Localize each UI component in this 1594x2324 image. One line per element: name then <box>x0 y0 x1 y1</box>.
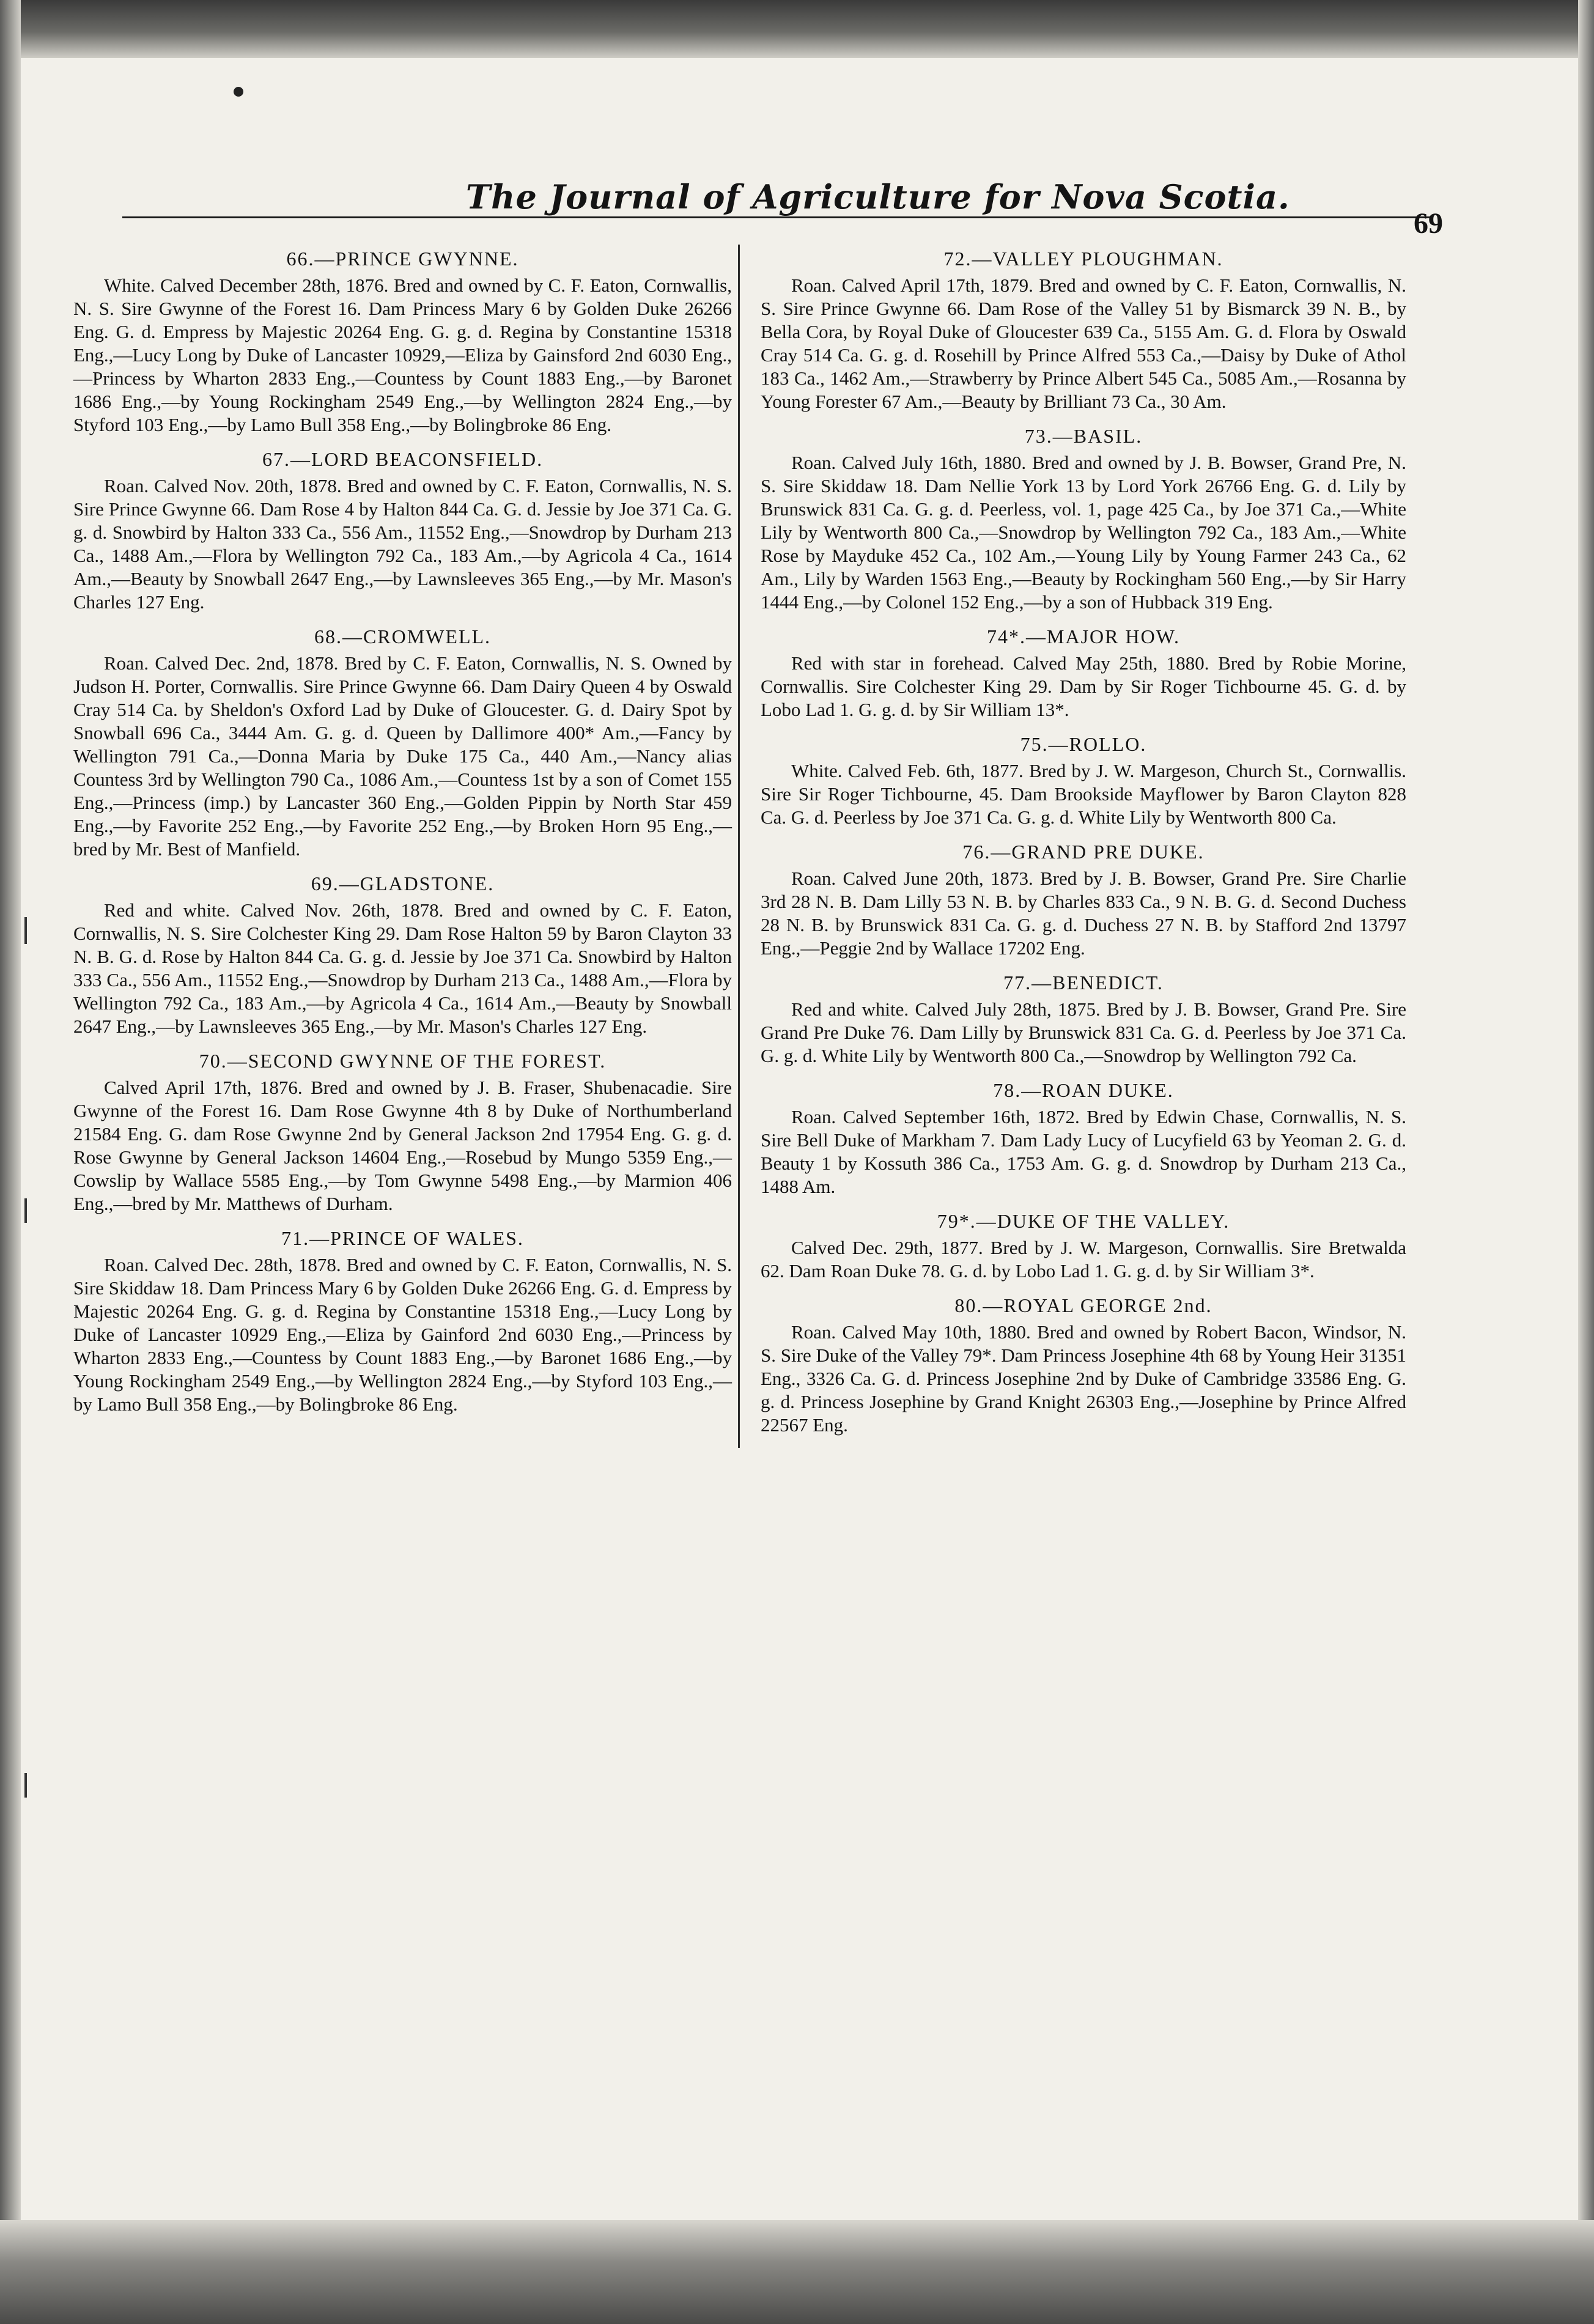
pedigree-entry <box>761 1209 1406 1283</box>
pedigree-entry <box>761 732 1406 829</box>
entry-body: Roan. Calved Dec. 28th, 1878. Bred and owned by C. F. Eaton, Cornwallis, N. S. Sire Skiddaw 18. Dam Princess Mary 6 by Golden Duke 26266 Eng. G. d. Empress by Majestic 20264 Eng. G. g. d. Regina by Constantine 15318 Eng.,—Lucy Long by Duke of Lancaster 10929 Eng.,—Eliza by Gainford 2nd 6030 Eng.,—Princess by Wharton 2833 Eng.,—Countess by Count 1883 Eng.,—by Baronet 1686 Eng.,—by Young Rockingham 2549 Eng.,—by Wellington 2824 Eng.,—by Styford 103 Eng.,—by Lamo Bull 358 Eng.,—by Bolingbroke 86 Eng. <box>73 1254 732 1415</box>
journal-title: The Journal of Agriculture for Nova Scotia. <box>459 177 1297 216</box>
pedigree-entry <box>73 1049 732 1215</box>
entry-title: 78.—ROAN DUKE. <box>993 1079 1174 1101</box>
header-rule <box>122 216 1431 218</box>
entry-title: 72.—VALLEY PLOUGHMAN. <box>943 248 1223 270</box>
entry-title: 69.—GLADSTONE. <box>311 872 495 895</box>
pedigree-entry <box>761 971 1406 1068</box>
entry-body: Red and white. Calved July 28th, 1875. Bred by J. B. Bowser, Grand Pre. Sire Grand Pre Duke 76. Dam Lilly by Brunswick 831 Ca. G. d. Peerless by Joe 371 Ca. G. g. d. White Lily by Wentworth 800 Ca.,—Snowdrop by Wellington 792 Ca. <box>761 998 1406 1066</box>
entry-body: White. Calved December 28th, 1876. Bred and owned by C. F. Eaton, Cornwallis, N. S. Sire Gwynne of the Forest 16. Dam Princess Mary 6 by Golden Duke 26266 Eng. G. d. Empress by Majestic 20264 Eng. G. g. d. Regina by Constantine 15318 Eng.,—Lucy Long by Duke of Lancaster 10929,—Eliza by Gainsford 2nd 6030 Eng.,—Princess by Wharton 2833 Eng.,—Countess by Count 1883 Eng.,—by Baronet 1686 Eng.,—by Young Rockingham 2549 Eng.,—by Wellington 2824 Eng.,—by Styford 103 Eng.,—by Lamo Bull 358 Eng.,—by Bolingbroke 86 Eng. <box>73 275 732 435</box>
entry-title: 77.—BENEDICT. <box>1003 972 1164 994</box>
entry-body: White. Calved Feb. 6th, 1877. Bred by J. W. Margeson, Church St., Cornwallis. Sire Sir Roger Tichbourne, 45. Dam Brookside Mayflower by Baron Clayton 828 Ca. G. d. Peerless by Joe 371 Ca. G. g. d. White Lily by Wentworth 800 Ca. <box>761 760 1406 828</box>
page-header <box>67 177 1443 240</box>
pedigree-entry <box>73 872 732 1038</box>
entry-title: 70.—SECOND GWYNNE OF THE FOREST. <box>199 1050 607 1072</box>
entry-body: Red and white. Calved Nov. 26th, 1878. Bred and owned by C. F. Eaton, Cornwallis, N. S. Sire Colchester King 29. Dam Rose Halton 59 by Baron Clayton 33 N. B. G. d. Rose by Halton 844 Ca. G. g. d. Jessie by Joe 371 Ca. Snowbird by Halton 333 Ca., 556 Am., 11552 Eng.,—Snowdrop by Durham 213 Ca., 1488 Am.,—Flora by Wellington 792 Ca., 183 Am.,—by Agricola 4 Ca., 1614 Am.,—Beauty by Snowball 2647 Eng.,—by Lawnsleeves 365 Eng.,—by Mr. Mason's Charles 127 Eng. <box>73 899 732 1037</box>
pedigree-entry <box>73 1227 732 1416</box>
entry-body: Roan. Calved June 20th, 1873. Bred by J. B. Bowser, Grand Pre. Sire Charlie 3rd 28 N. B. Dam Lilly 53 N. B. by Charles 833 Ca., 9 N. B. G. d. Second Duchess 28 N. B. by Brunswick 831 Ca. G. g. d. Duchess 27 N. B. by Stafford 2nd 13797 Eng.,—Peggie 2nd by Wallace 17202 Eng. <box>761 868 1406 959</box>
entry-title: 76.—GRAND PRE DUKE. <box>962 841 1205 863</box>
entry-body: Roan. Calved September 16th, 1872. Bred by Edwin Chase, Cornwallis, N. S. Sire Bell Duke of Markham 7. Dam Lady Lucy of Lucyfield 63 by Yeoman 2. G. d. Beauty 1 by Kossuth 386 Ca., 1753 Am. G. g. d. Snowdrop by Durham 213 Ca., 1488 Am. <box>761 1106 1406 1197</box>
pedigree-entry <box>73 247 732 437</box>
left-column <box>67 245 740 1448</box>
entry-body: Roan. Calved Nov. 20th, 1878. Bred and owned by C. F. Eaton, Cornwallis, N. S. Sire Prince Gwynne 66. Dam Rose 4 by Halton 844 Ca. G. d. Jessie by Joe 371 Ca. G. g. d. Snowbird by Halton 333 Ca., 556 Am., 11552 Eng.,—Snowdrop by Durham 213 Ca., 1488 Am.,—Flora by Wellington 792 Ca., 183 Am.,—by Agricola 4 Ca., 1614 Am.,—Beauty by Snowball 2647 Eng.,—by Lawnsleeves 365 Eng.,—by Mr. Mason's Charles 127 Eng. <box>73 475 732 613</box>
pedigree-entry <box>761 625 1406 721</box>
entry-title: 66.—PRINCE GWYNNE. <box>286 248 519 270</box>
page-number: 69 <box>1414 207 1443 240</box>
left-gutter-mark <box>24 1773 27 1798</box>
entry-body: Roan. Calved Dec. 2nd, 1878. Bred by C. F. Eaton, Cornwallis, N. S. Owned by Judson H. Porter, Cornwallis. Sire Prince Gwynne 66. Dam Dairy Queen 4 by Oswald Cray 514 Ca. by Sheldon's Oxford Lad by Duke of Gloucester. G. d. Dairy Spot by Snowball 696 Ca., 3444 Am. G. g. d. Queen by Dallimore 400* Am.,—Fancy by Wellington 791 Ca.,—Donna Maria by Duke 175 Ca., 440 Am.,—Nancy alias Countess 3rd by Wellington 790 Ca., 1086 Am.,—Countess 1st by a son of Comet 155 Eng.,—Princess (imp.) by Lancaster 360 Eng.,—Golden Pippin by North Star 459 Eng.,—by Favorite 252 Eng.,—by Favorite 252 Eng.,—by Broken Horn 95 Eng.,—bred by Mr. Best of Manfield. <box>73 652 732 860</box>
ink-speck <box>234 87 243 97</box>
entry-body: Roan. Calved May 10th, 1880. Bred and owned by Robert Bacon, Windsor, N. S. Sire Duke of the Valley 79*. Dam Princess Josephine 4th 68 by Young Heir 31351 Eng., 3326 Ca. G. d. Princess Josephine 2nd by Duke of Cambridge 33586 Eng. G. g. d. Princess Josephine by Grand Knight 26303 Eng.,—Josephine by Prince Alfred 22567 Eng. <box>761 1321 1406 1436</box>
pedigree-entry <box>761 247 1406 413</box>
scan-border-bottom <box>0 2220 1594 2324</box>
entry-title: 75.—ROLLO. <box>1020 733 1147 755</box>
scan-border-right <box>1578 0 1594 2324</box>
pedigree-entry <box>761 1079 1406 1198</box>
journal-page <box>67 177 1443 1436</box>
entry-body: Roan. Calved April 17th, 1879. Bred and owned by C. F. Eaton, Cornwallis, N. S. Sire Prince Gwynne 66. Dam Rose of the Valley 51 by Bismarck 39 N. B., by Bella Cora, by Royal Duke of Gloucester 639 Ca., 5155 Am. G. d. Flora by Oswald Cray 514 Ca. G. g. d. Rosehill by Prince Alfred 553 Ca.,—Daisy by Duke of Athol 183 Ca., 1462 Am.,—Strawberry by Prince Albert 545 Ca., 5085 Am.,—Rosanna by Young Forester 67 Am.,—Beauty by Brilliant 73 Ca., 30 Am. <box>761 275 1406 412</box>
entry-title: 79*.—DUKE OF THE VALLEY. <box>937 1210 1230 1232</box>
text-columns <box>67 245 1443 1448</box>
right-column <box>740 245 1412 1448</box>
pedigree-entry <box>73 625 732 861</box>
scan-border-left <box>0 0 21 2324</box>
entry-title: 74*.—MAJOR HOW. <box>987 625 1180 647</box>
entry-body: Red with star in forehead. Calved May 25th, 1880. Bred by Robie Morine, Cornwallis. Sire Colchester King 29. Dam by Sir Roger Tichbourne 45. G. d. by Lobo Lad 1. G. g. d. by Sir William 13*. <box>761 652 1406 720</box>
entry-title: 68.—CROMWELL. <box>314 625 492 647</box>
left-gutter-mark <box>24 1198 27 1223</box>
entry-body: Calved April 17th, 1876. Bred and owned by J. B. Fraser, Shubenacadie. Sire Gwynne of the Forest 16. Dam Rose Gwynne 4th 8 by Duke of Northumberland 21584 Eng. G. dam Rose Gwynne 2nd by General Jackson 2nd 17954 Eng. G. g. d. Rose Gwynne by General Jackson 14604 Eng.,—Rosebud by Mungo 5359 Eng.,—Cowslip by Wallace 5585 Eng.,—by Tom Gwynne 5498 Eng.,—by Marmion 406 Eng.,—bred by Mr. Matthews of Durham. <box>73 1077 732 1214</box>
entry-body: Roan. Calved July 16th, 1880. Bred and owned by J. B. Bowser, Grand Pre, N. S. Sire Skiddaw 18. Dam Nellie York 13 by Lord York 26766 Eng. G. d. Lily by Brunswick 831 Ca. G. g. d. Peerless, vol. 1, page 425 Ca., by Joe 371 Ca.,—White Lily by Wentworth 800 Ca.,—Snowdrop by Wellington 792 Ca., 183 Am.,—White Rose by Mayduke 452 Ca., 102 Am.,—Young Lily by Young Farmer 243 Ca., 62 Am., Lily by Warden 1563 Eng.,—Beauty by Rockingham 560 Eng.,—by Sir Harry 1444 Eng.,—by Colonel 152 Eng.,—by a son of Hubback 319 Eng. <box>761 452 1406 613</box>
entry-body: Calved Dec. 29th, 1877. Bred by J. W. Margeson, Cornwallis. Sire Bretwalda 62. Dam Roan Duke 78. G. d. by Lobo Lad 1. G. g. d. by Sir William 3*. <box>761 1237 1406 1282</box>
scan-border-top <box>0 0 1594 58</box>
entry-title: 67.—LORD BEACONSFIELD. <box>262 448 544 470</box>
pedigree-entry <box>761 1294 1406 1437</box>
entry-title: 73.—BASIL. <box>1024 425 1143 447</box>
pedigree-entry <box>761 840 1406 960</box>
pedigree-entry <box>761 424 1406 614</box>
entry-title: 80.—ROYAL GEORGE 2nd. <box>954 1294 1212 1316</box>
pedigree-entry <box>73 448 732 614</box>
left-gutter-mark <box>24 917 27 944</box>
entry-title: 71.—PRINCE OF WALES. <box>281 1227 524 1249</box>
